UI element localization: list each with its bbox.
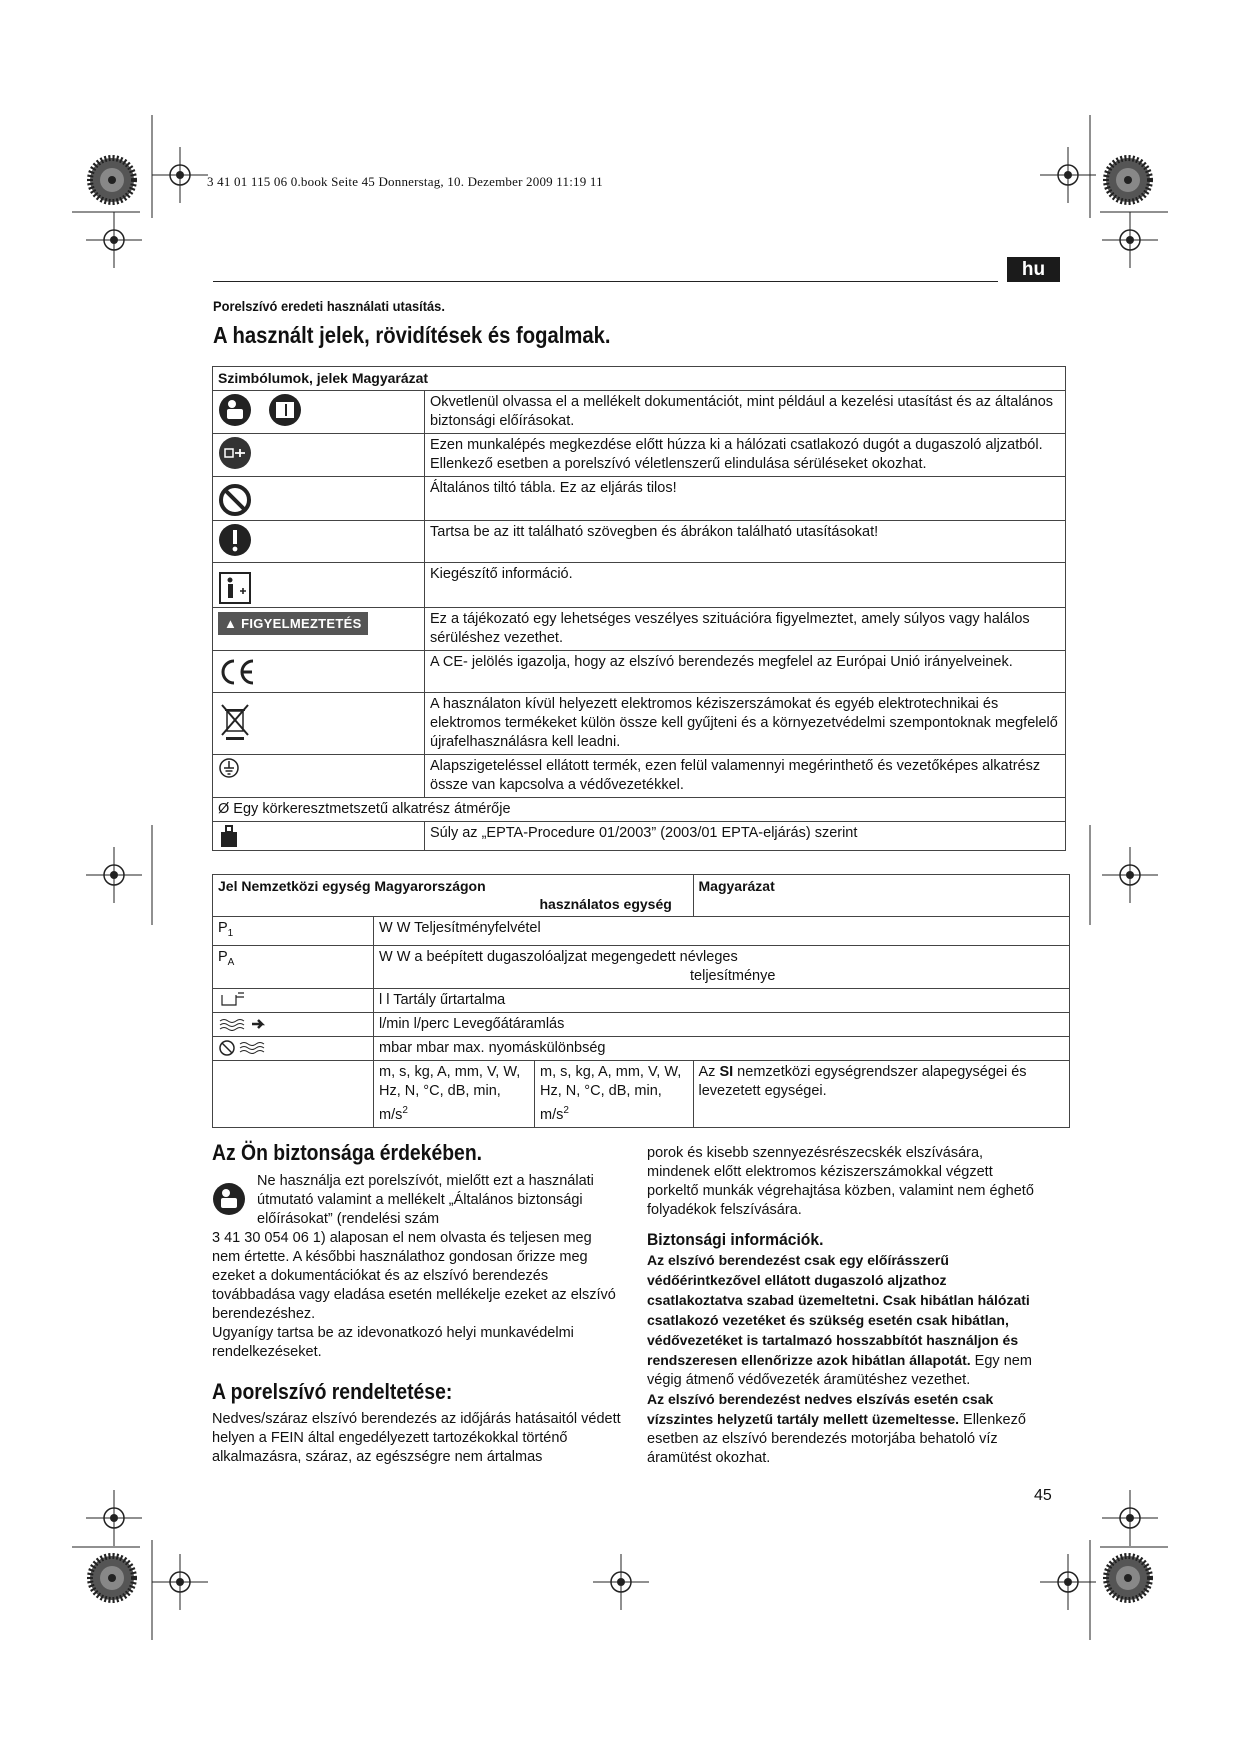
- symbol-description: Kiegészítő információ.: [425, 563, 1066, 608]
- table-row: m, s, kg, A, mm, V, W, Hz, N, °C, dB, min, $m/s^2$ m, s, kg, A, mm, V, W, Hz, N, °C, dB, min, $m/s^2$ Az SI nemzetközi egységrendszer alapegységei és levezetett egységei.: [213, 1060, 1070, 1127]
- purpose-text: Nedves/száraz elszívó berendezés az időjárás hatásaitól védett helyen a FEIN által engedélyezett tartozékokkal történő alkalmazásra, száraz, az egészségre nem ártalmas: [212, 1411, 621, 1465]
- warning-triangle-icon: ▲: [224, 616, 242, 631]
- table-row: [213, 693, 1066, 755]
- unit-row-text: W W a beépített dugaszolóaljzat megengedett névleges: [379, 948, 738, 965]
- table-row: [213, 822, 1066, 851]
- units-table: [212, 874, 1070, 1128]
- safety-text-local: Ugyanígy tartsa be az idevonatkozó helyi munkavédelmi rendelkezéseket.: [212, 1325, 574, 1360]
- symbol-description: Alapszigeteléssel ellátott termék, ezen felül valamennyi megérinthető és vezetőképes alkatrész össze van kapcsolva a védővezetékkel.: [425, 755, 1066, 798]
- unit-symbol: P: [218, 948, 228, 965]
- table-row: [213, 798, 1066, 822]
- safety-text: 3 41 30 054 06 1) alaposan el nem olvasta és teljesen meg nem értette. A későbbi használathoz gondosan őrizze meg ezeket a dokumentációkat és az elszívó berendezés továbbadása vagy eladása esetén mellékelje ezeket az elszívó berendezéshez.: [212, 1230, 616, 1322]
- purpose-text-continued: porok és kisebb szennyezésrészecskék elszívására, mindenek előtt elektromos kéziszerszámokkal végzett porkeltő munkák végrehajtása közben, valamint nem éghető folyadékok felszívására.: [647, 1145, 1034, 1218]
- table-row: [213, 988, 1070, 1012]
- safety-section-title: Az Ön biztonsága érdekében.: [212, 1140, 483, 1165]
- symbol-description: Tartsa be az itt található szövegben és ábrákon található utasításokat!: [425, 521, 1066, 563]
- warning-label: ▲ FIGYELMEZTETÉS: [218, 612, 368, 635]
- table-row: [213, 367, 1066, 391]
- info-icon: [218, 571, 252, 605]
- symbols-table: [212, 366, 1066, 851]
- table-row: $P_1$ W W Teljesítményfelvétel: [213, 917, 1070, 946]
- table-row: [213, 875, 1070, 917]
- weee-bin-icon: [218, 701, 252, 741]
- safety-info-paragraph-2: Az elszívó berendezést nedves elszívás esetén csak vízszintes helyzetű tartály mellett üzemeltesse. Ellenkező esetben az elszívó berendezés motorjába behatoló víz áramütést okozhat.: [647, 1391, 1026, 1466]
- table-row: [213, 651, 1066, 693]
- symbol-description: A használaton kívül helyezett elektromos kéziszerszámokat és egyéb elektrotechnikai és elektromos termékeket külön össze kell gyűjteni és a környezetvédelmi szempontoknak megfelelő újrafelhasználásra kell leadni.: [425, 693, 1066, 755]
- table-row: $P_A$ W W a beépített dugaszolóaljzat megengedett névleges teljesítménye: [213, 945, 1070, 988]
- units-table-header: Magyarázat: [693, 875, 1069, 917]
- table-row: [213, 521, 1066, 563]
- unit-row-text: l/min l/perc Levegőátáramlás: [374, 1012, 1070, 1036]
- safety-intro-text: Ne használja ezt porelszívót, mielőtt ezt a használati útmutató valamint a mellékelt „Általános biztonsági előírásokat” (rendelési szám: [257, 1173, 594, 1227]
- symbol-description: Súly az „EPTA-Procedure 01/2003” (2003/01 EPTA-eljárás) szerint: [425, 822, 1066, 851]
- unit-symbol: P: [218, 920, 228, 936]
- unit-row-text: l l Tartály űrtartalma: [374, 988, 1070, 1012]
- hungarian-units: m, s, kg, A, mm, V, W, Hz, N, °C, dB, min, m/s: [540, 1063, 682, 1123]
- read-manual-person-icon: [218, 393, 252, 427]
- read-manual-book-icon: [268, 393, 302, 427]
- unplug-icon: [218, 436, 252, 470]
- table-row: [213, 1012, 1070, 1036]
- symbols-table-header: Szimbólumok, jelek Magyarázat: [213, 367, 1066, 391]
- symbol-description: A CE- jelölés igazolja, hogy az elszívó berendezés megfelel az Európai Unió irányelveinek.: [425, 651, 1066, 693]
- table-row: [213, 477, 1066, 521]
- container-volume-icon: [218, 991, 248, 1009]
- purpose-section-title: A porelszívó rendeltetése:: [212, 1379, 453, 1404]
- table-row: [213, 608, 1066, 651]
- ce-mark-icon: [218, 657, 258, 687]
- table-row: [213, 755, 1066, 798]
- safety-info-title: Biztonsági információk.: [647, 1230, 824, 1249]
- diameter-description: Ø Egy körkeresztmetszetű alkatrész átmérője: [213, 798, 1066, 822]
- pressure-difference-icon: [218, 1039, 274, 1057]
- si-description: Az SI nemzetközi egységrendszer alapegységei és levezetett egységei.: [693, 1060, 1069, 1127]
- page-title: A használt jelek, rövidítések és fogalmak.: [213, 322, 611, 348]
- safety-info-paragraph-1: Az elszívó berendezést csak egy előírásszerű védőérintkezővel ellátott dugaszoló aljzathoz csatlakoztatva szabad üzemeltetni. Csak hibátlan hálózati csatlakozó vezetéket és szükség esetén csak hibátlan, védővezetéket is tartalmazó hosszabbítót használjon és rendszeresen ellenőrizze azok hibátlan állapotát. Egy nem végig átmenő védővezeték áramütéshez vezethet.: [647, 1252, 1032, 1388]
- symbol-description: Ez a tájékozató egy lehetséges veszélyes szituációra figyelmeztet, amely súlyos vagy halálos sérüléshez vezethet.: [425, 608, 1066, 651]
- table-row: [213, 1036, 1070, 1060]
- international-units: m, s, kg, A, mm, V, W, Hz, N, °C, dB, min, m/s: [379, 1063, 521, 1123]
- symbol-description: Általános tiltó tábla. Ez az eljárás tilos!: [425, 477, 1066, 521]
- language-badge: hu: [1007, 257, 1060, 282]
- table-row: [213, 434, 1066, 477]
- book-info: 3 41 01 115 06 0.book Seite 45 Donnerstag, 10. Dezember 2009 11:19 11: [207, 174, 603, 189]
- units-table-header: használatos egység: [539, 896, 672, 912]
- table-row: [213, 563, 1066, 608]
- unit-row-text: W W Teljesítményfelvétel: [374, 917, 1070, 946]
- read-manual-person-icon: [212, 1182, 246, 1216]
- table-row: [213, 391, 1066, 434]
- airflow-icon: [218, 1017, 274, 1031]
- unit-row-text: mbar mbar max. nyomáskülönbség: [374, 1036, 1070, 1060]
- header-rule: [213, 281, 998, 282]
- ground-connection-icon: [218, 757, 240, 779]
- symbol-description: Ezen munkalépés megkezdése előtt húzza ki a hálózati csatlakozó dugót a dugaszoló aljzatból. Ellenkező esetben a porelszívó véletlenszerű elindulása sérüléseket okozhat.: [425, 434, 1066, 477]
- prohibition-icon: [218, 483, 252, 517]
- document-subtitle: Porelszívó eredeti használati utasítás.: [213, 298, 445, 314]
- page-number: 45: [1034, 1487, 1052, 1504]
- symbol-description: Okvetlenül olvassa el a mellékelt dokumentációt, mint például a kezelési utasítást és az általános biztonsági előírásokat.: [425, 391, 1066, 434]
- weight-icon: [218, 824, 240, 848]
- mandatory-exclamation-icon: [218, 523, 252, 557]
- units-table-header: Jel Nemzetközi egység Magyarországon: [218, 878, 486, 894]
